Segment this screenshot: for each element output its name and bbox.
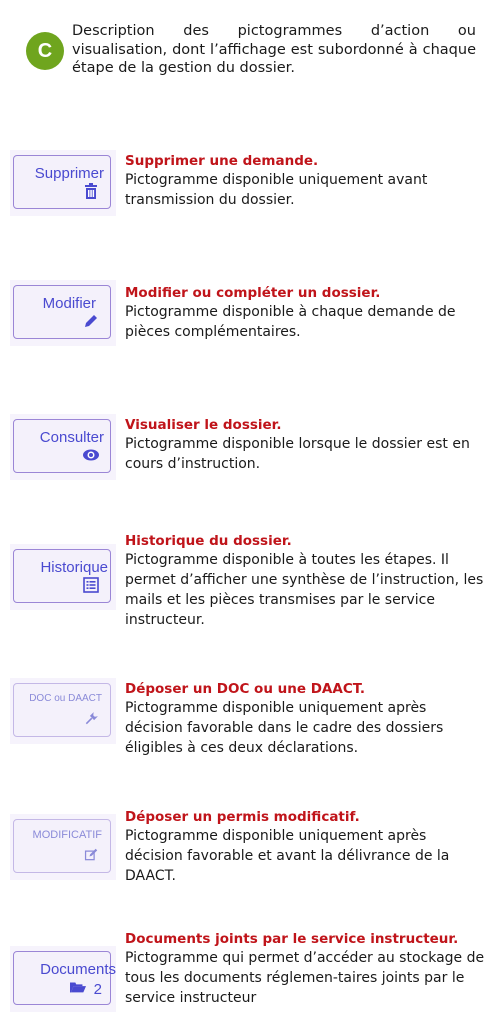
item-text: Pictogramme disponible uniquement après décision favorable dans le cadre des dossiers éligibles à ces deux déclarations.: [125, 700, 444, 756]
modificatif-button[interactable]: [13, 819, 111, 873]
documents-count: 2: [93, 981, 102, 998]
button-label: MODIFICATIF: [32, 829, 102, 841]
button-area: [10, 544, 116, 610]
list-icon: [82, 576, 100, 594]
item-text: Pictogramme disponible lorsque le dossier est en cours d’instruction.: [125, 436, 470, 472]
item-text: Pictogramme disponible à toutes les étapes. Il permet d’afficher une synthèse de l’instruction, les mails et les pièces transmises par le service instructeur.: [125, 552, 484, 628]
item-title: Modifier ou compléter un dossier.: [125, 285, 381, 301]
trash-icon: [82, 182, 100, 200]
item-title: Visualiser le dossier.: [125, 417, 282, 433]
wrench-icon: [84, 712, 98, 726]
item-title: Déposer un DOC ou une DAACT.: [125, 681, 366, 697]
doc-daact-button[interactable]: [13, 683, 111, 737]
button-area: [10, 678, 116, 744]
item-description: [125, 808, 485, 886]
button-label: Historique: [40, 559, 108, 576]
item-description: [125, 284, 485, 342]
item-text: Pictogramme disponible uniquement après décision favorable et avant la délivrance de la DAACT.: [125, 828, 450, 884]
item-description: [125, 930, 485, 1008]
button-area: [10, 814, 116, 880]
item-description: [125, 152, 485, 210]
delete-button[interactable]: [13, 155, 111, 209]
edit-icon: [84, 848, 98, 862]
section-badge: C: [26, 32, 64, 70]
header-description: Description des pictogrammes d’action ou visualisation, dont l’affichage est subordonné à chaque étape de la gestion du dossier.: [72, 23, 476, 76]
button-area: [10, 280, 116, 346]
item-title: Déposer un permis modificatif.: [125, 809, 360, 825]
button-area: [10, 150, 116, 216]
item-description: [125, 532, 485, 630]
pencil-icon: [82, 312, 100, 330]
view-button[interactable]: [13, 419, 111, 473]
button-label: Consulter: [39, 429, 104, 446]
button-label: Supprimer: [34, 165, 104, 182]
item-title: Documents joints par le service instructeur.: [125, 931, 459, 947]
button-label: Modifier: [42, 295, 96, 312]
button-label: Documents: [40, 961, 116, 978]
item-description: [125, 680, 485, 758]
item-title: Supprimer une demande.: [125, 153, 319, 169]
button-label: DOC ou DAACT: [29, 693, 102, 704]
edit-button[interactable]: [13, 285, 111, 339]
item-text: Pictogramme disponible à chaque demande de pièces complémentaires.: [125, 304, 456, 340]
item-text: Pictogramme qui permet d’accéder au stockage de tous les documents réglemen-taires joints par le service instructeur: [125, 950, 485, 1006]
documents-button[interactable]: [13, 951, 116, 1005]
button-area: [10, 946, 116, 1012]
item-description: [125, 416, 485, 474]
button-area: [10, 414, 116, 480]
item-text: Pictogramme disponible uniquement avant transmission du dossier.: [125, 172, 428, 208]
eye-icon: [82, 446, 100, 464]
item-title: Historique du dossier.: [125, 533, 292, 549]
history-button[interactable]: [13, 549, 111, 603]
folder-open-icon: [68, 979, 88, 995]
